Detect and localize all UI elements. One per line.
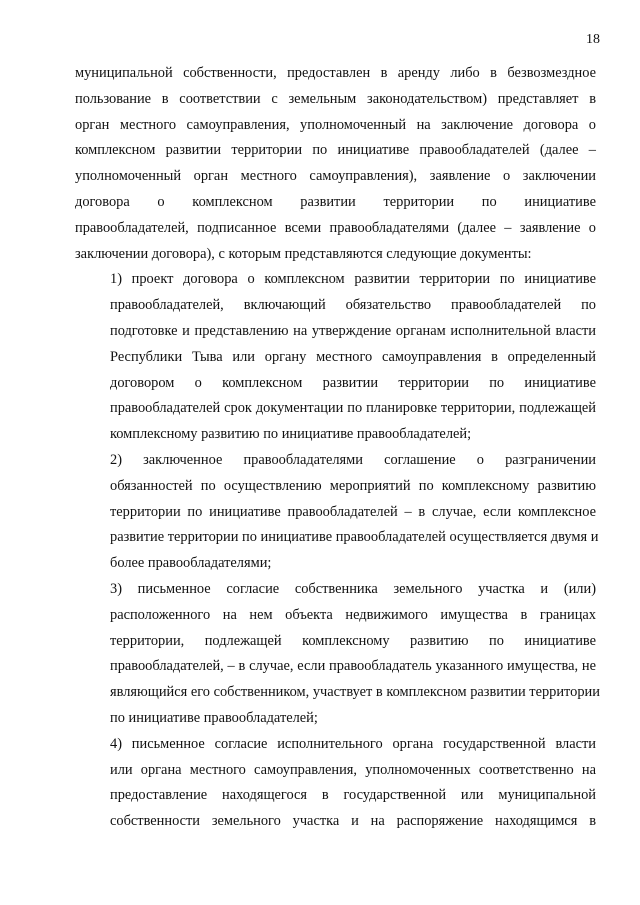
text-line: являющийся его собственником, участвует в комплексном развитии территории: [110, 684, 600, 701]
text-line: Республики Тыва или органу местного самоуправления в определенный: [110, 348, 596, 365]
text-line: или органа местного самоуправления, уполномоченных соответственно на: [110, 761, 596, 778]
text-line: расположенного на нем объекта недвижимого имущества в границах: [110, 606, 596, 623]
text-line: предоставление находящегося в государственной или муниципальной: [110, 787, 596, 804]
text-line: территории, подлежащей комплексному развитию по инициативе: [110, 632, 596, 649]
text-line: договором о комплексном развитии территории по инициативе: [110, 374, 596, 391]
text-line: уполномоченный орган местного самоуправления), заявление о заключении: [75, 168, 596, 185]
text-line: муниципальной собственности, предоставлен в аренду либо в безвозмездное: [75, 65, 596, 81]
page-number: 18: [586, 32, 600, 47]
paragraph: [75, 577, 600, 732]
text-line: 3) письменное согласие собственника земельного участка и (или): [110, 580, 596, 597]
text-line: собственности земельного участка и на распоряжение находящимся в: [110, 813, 596, 830]
text-line: орган местного самоуправления, уполномоченный на заключение договора о: [75, 116, 596, 133]
text-line: более правообладателями;: [110, 555, 272, 572]
text-line: территории по инициативе правообладателей – в случае, если комплексное: [110, 503, 596, 520]
paragraph: [75, 448, 599, 577]
text-line: по инициативе правообладателей;: [110, 709, 318, 726]
text-line: 4) письменное согласие исполнительного органа государственной власти: [110, 735, 596, 752]
text-line: правообладателей, подписанное всеми правообладателями (далее – заявление о: [75, 219, 596, 236]
text-line: комплексном развитии территории по инициативе правообладателей (далее –: [75, 142, 596, 159]
text-line: правообладателей, включающий обязательство правообладателей по: [110, 297, 596, 314]
paragraph: [75, 267, 596, 448]
paragraph: [75, 732, 596, 835]
text-line: комплексному развитию по инициативе правообладателей;: [110, 426, 472, 443]
text-line: подготовке и представлению на утверждение органам исполнительной власти: [110, 322, 596, 339]
paragraph-continuation: [75, 61, 596, 267]
document-body: [75, 61, 600, 835]
text-line: заключении договора), с которым представляются следующие документы:: [75, 245, 532, 262]
text-line: договора о комплексном развитии территории по инициативе: [75, 193, 596, 210]
text-line: пользование в соответствии с земельным законодательством) представляет в: [75, 90, 596, 107]
text-line: правообладателей, – в случае, если правообладатель указанного имущества, не: [110, 658, 596, 675]
text-line: 2) заключенное правообладателями соглашение о разграничении: [110, 451, 596, 468]
text-line: обязанностей по осуществлению мероприятий по комплексному развитию: [110, 477, 596, 494]
text-line: развитие территории по инициативе правообладателей осуществляется двумя и: [110, 529, 599, 546]
text-line: 1) проект договора о комплексном развитии территории по инициативе: [110, 271, 596, 288]
text-line: правообладателей срок документации по планировке территории, подлежащей: [110, 400, 596, 417]
